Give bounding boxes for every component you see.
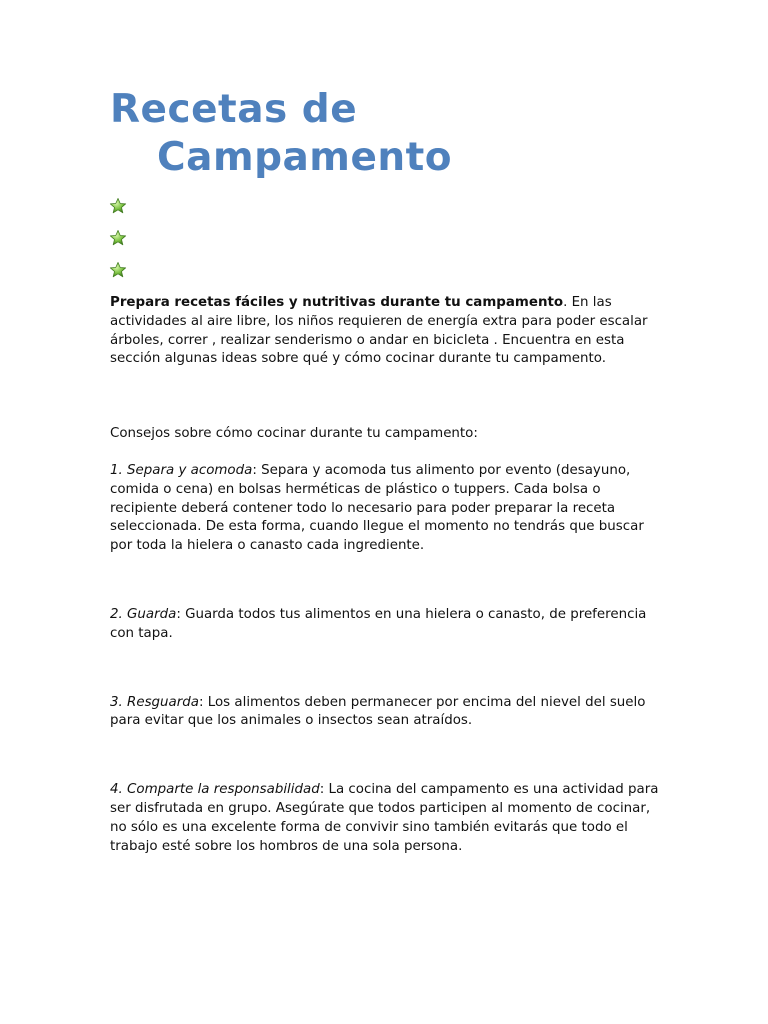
tip-label: 3. Resguarda [110,694,199,710]
tip-label: 4. Comparte la responsabilidad [110,782,320,798]
title-line-1: Recetas de [110,87,358,132]
star-icon [109,261,127,279]
tip-paragraph [110,781,670,856]
document-body [110,294,670,856]
tips-heading: Consejos sobre cómo cocinar durante tu campamento: [110,426,478,442]
tip-paragraph [110,606,670,644]
star-icon [109,229,127,247]
tip-label: 2. Guarda [110,606,177,622]
tip-paragraph [110,694,670,732]
star-bullet-list [109,197,127,293]
title-line-2: Campamento [157,135,453,180]
tip-text: : Guarda todos tus alimentos en una hielera o canasto, de preferencia con tapa. [110,606,647,641]
tip-text: : Los alimentos deben permanecer por encima del nievel del suelo para evitar que los animales o insectos sean atraídos. [110,694,646,729]
intro-bold-lead: Prepara recetas fáciles y nutritivas durante tu campamento [110,295,564,310]
tip-label: 1. Separa y acomoda [110,462,253,478]
page-title [110,86,452,182]
intro-paragraph [110,294,670,369]
star-icon [109,197,127,215]
tip-paragraph [110,462,670,556]
tip-text: : La cocina del campamento es una actividad para ser disfrutada en grupo. Asegúrate que todos participen al momento de cocinar, no sólo es una excelente forma de convivir sino también evitarás que todo el trabajo esté sobre los hombros de una sola persona. [110,782,659,854]
intro-text: . En las actividades al aire libre, los niños requieren de energía extra para poder escalar árboles, correr , realizar senderismo o andar en bicicleta . Encuentra en esta sección algunas ideas sobre qué y cómo cocinar durante tu campamento. [110,295,648,367]
tip-text: : Separa y acomoda tus alimento por evento (desayuno, comida o cena) en bolsas herméticas de plástico o tuppers. Cada bolsa o recipiente deberá contener todo lo necesario para poder preparar la receta seleccionada. De esta forma, cuando llegue el momento no tendrás que buscar por toda la hielera o canasto cada ingrediente. [110,462,644,554]
